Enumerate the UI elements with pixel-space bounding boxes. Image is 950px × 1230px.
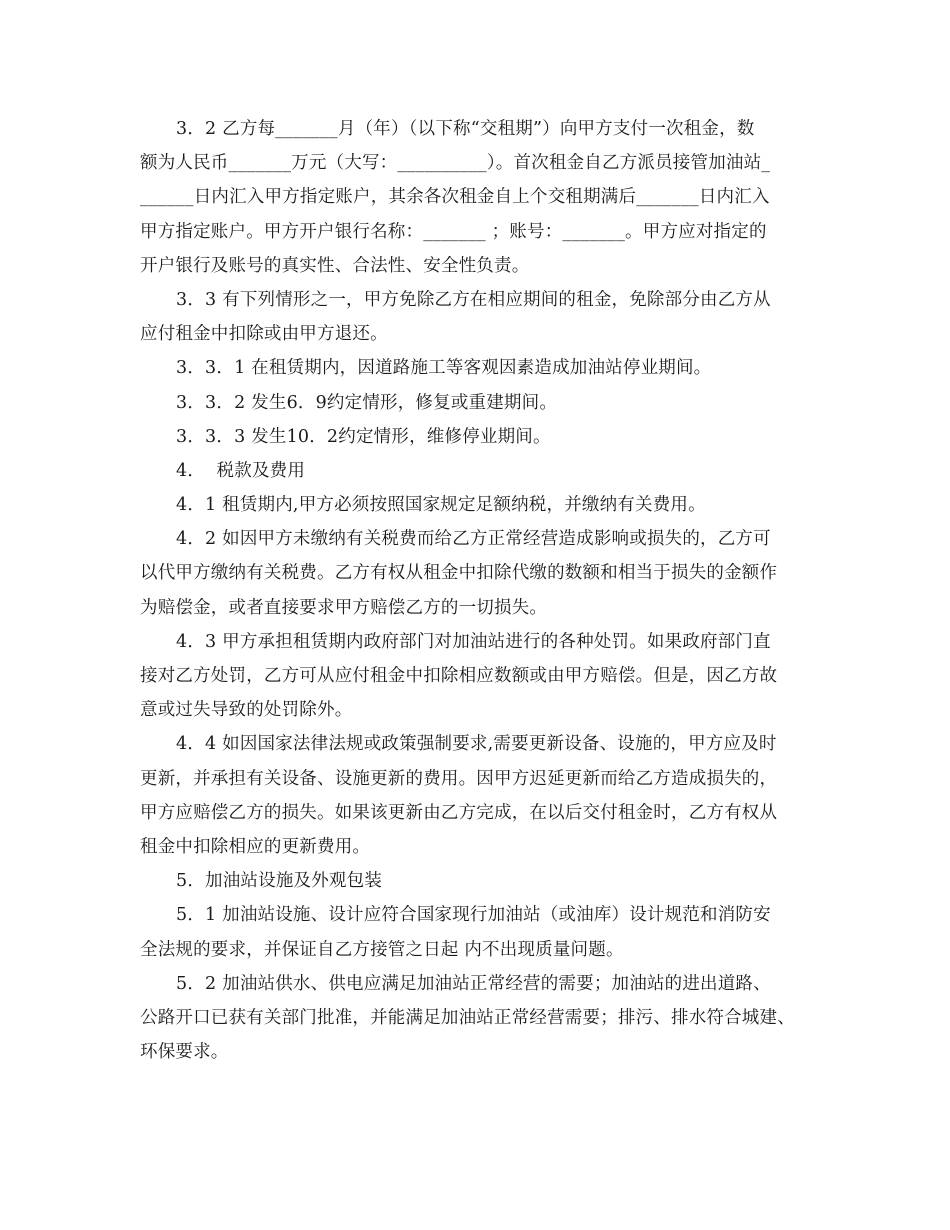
text-line: 4．3 甲方承担租赁期内政府部门对加油站进行的各种处罚。如果政府部门直 <box>176 631 771 652</box>
text-line: 3．3．3 发生10．2约定情形，维修停业期间。 <box>176 426 551 447</box>
text-line: 租金中扣除相应的更新费用。 <box>140 836 371 857</box>
text-line: 全法规的要求，并保证自乙方接管之日起 内不出现质量问题。 <box>140 939 624 960</box>
text-line: 5．加油站设施及外观包装 <box>176 871 383 892</box>
text-line: 环保要求。 <box>140 1042 229 1063</box>
text-line: 意或过失导致的处罚除外。 <box>140 700 353 721</box>
text-line: 公路开口已获有关部门批准，并能满足加油站正常经营需要；排污、排水符合城建、 <box>140 1007 795 1028</box>
text-line: 4．2 如因甲方未缴纳有关税费而给乙方正常经营造成影响或损失的，乙方可 <box>176 529 771 550</box>
text-line: 3．3 有下列情形之一，甲方免除乙方在相应期间的租金，免除部分由乙方从 <box>176 289 771 310</box>
text-line: 3．3．2 发生6．9约定情形，修复或重建期间。 <box>176 392 558 413</box>
text-line: 应付租金中扣除或由甲方退还。 <box>140 324 388 345</box>
text-line: 4． 税款及费用 <box>176 460 306 481</box>
text-line: 甲方指定账户。甲方开户银行名称：_______ ；账号：_______。甲方应对指定的 <box>140 221 767 242</box>
text-line: 开户银行及账号的真实性、合法性、安全性负责。 <box>140 255 530 276</box>
text-line: 5．1 加油站设施、设计应符合国家现行加油站（或油库）设计规范和消防安 <box>176 905 771 926</box>
text-line: 接对乙方处罚，乙方可从应付租金中扣除相应数额或由甲方赔偿。但是，因乙方故 <box>140 666 778 686</box>
document-body <box>140 112 820 1069</box>
text-line: 额为人民币_______万元（大写：__________）。首次租金自乙方派员接管加油站_ <box>140 153 771 174</box>
text-line: 5．2 加油站供水、供电应满足加油站正常经营的需要；加油站的进出道路、 <box>176 973 771 994</box>
text-line: 3．2 乙方每_______月（年）（以下称“交租期”）向甲方支付一次租金，数 <box>176 119 755 139</box>
text-line: 为赔偿金，或者直接要求甲方赔偿乙方的一切损失。 <box>140 597 548 618</box>
text-line: 甲方应赔偿乙方的损失。如果该更新由乙方完成，在以后交付租金时，乙方有权从 <box>140 802 778 823</box>
text-line: 3．3．1 在租赁期内，因道路施工等客观因素造成加油站停业期间。 <box>176 358 712 379</box>
text-line: 4．1 租赁期内,甲方必须按照国家规定足额纳税，并缴纳有关费用。 <box>176 495 706 516</box>
text-line: 更新，并承担有关设备、设施更新的费用。因甲方迟延更新而给乙方造成损失的， <box>140 768 778 789</box>
text-line: 4．4 如因国家法律法规或政策强制要求,需要更新设备、设施的，甲方应及时 <box>176 734 777 755</box>
text-line: ______日内汇入甲方指定账户，其余各次租金自上个交租期满后_______日内汇入 <box>140 187 770 208</box>
text-line: 以代甲方缴纳有关税费。乙方有权从租金中扣除代缴的数额和相当于损失的金额作 <box>140 563 778 584</box>
